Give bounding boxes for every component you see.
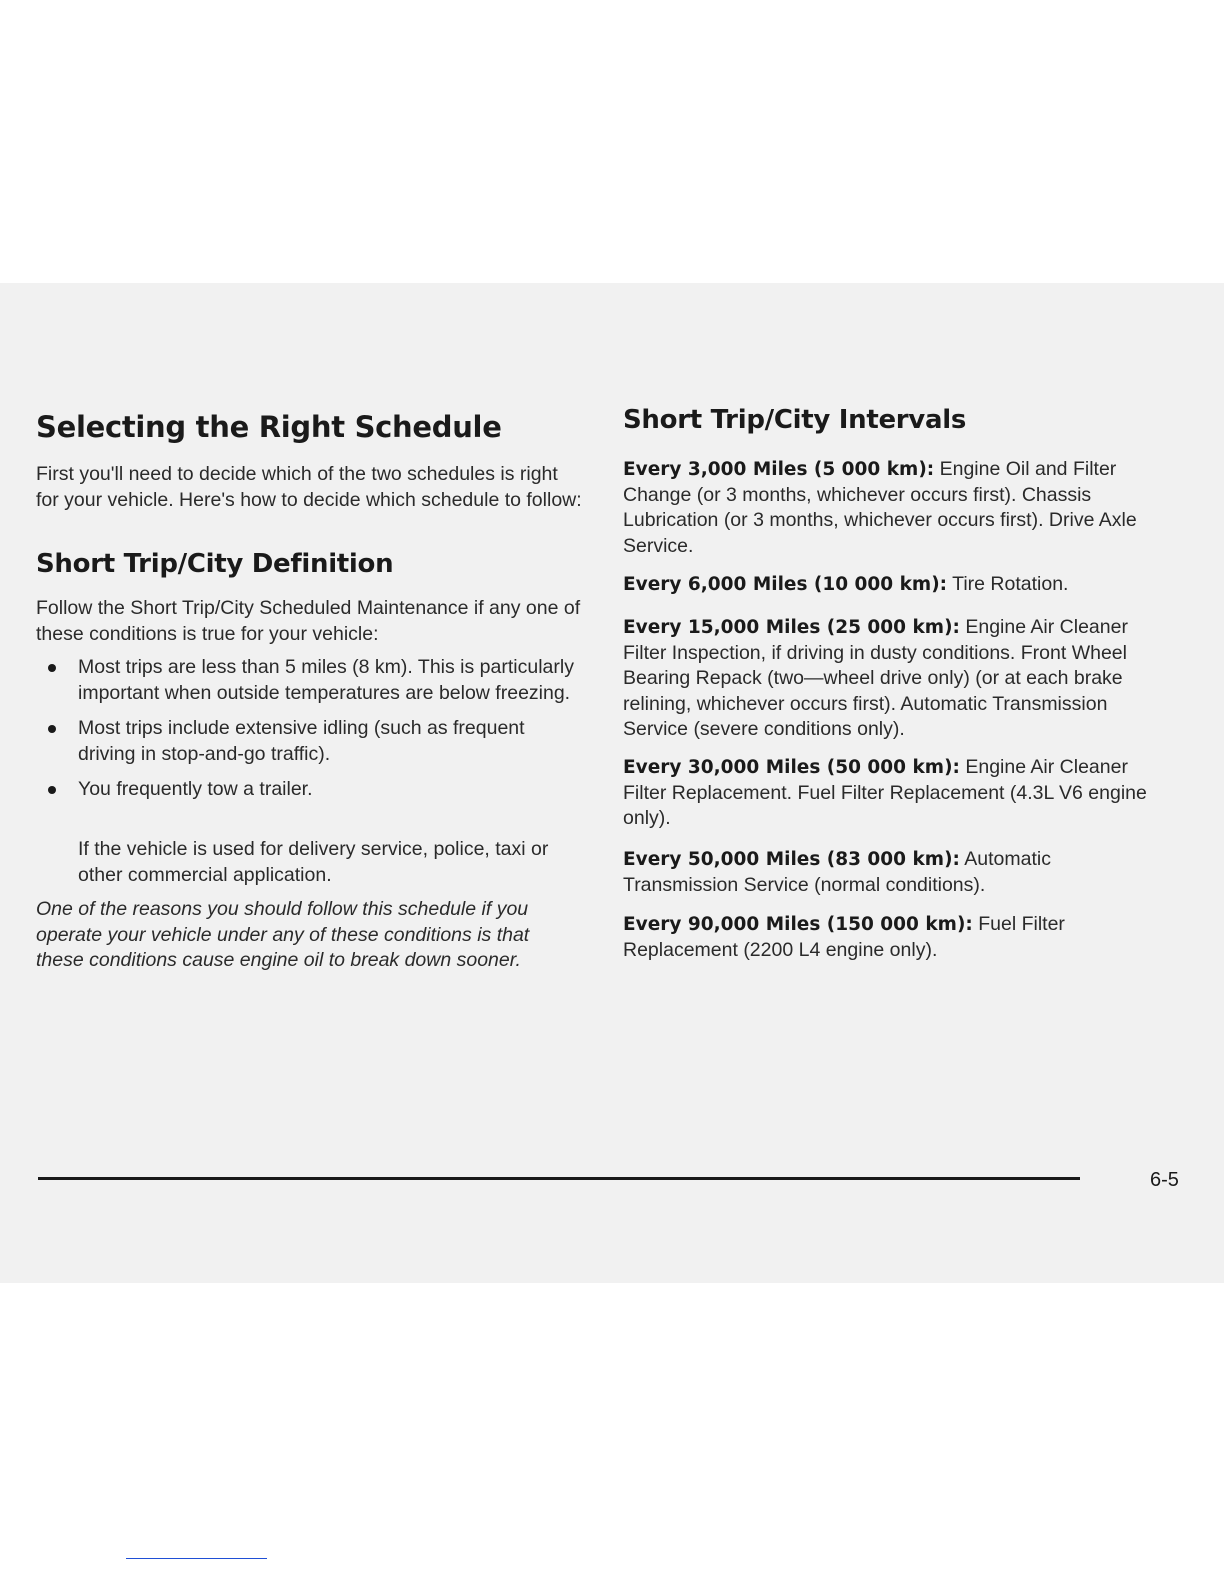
interval-text: Engine Oil and Filter Change (or 3 months, whichever occurs first). Chassis Lubrication (or 3 months, whichever occurs first). Drive Axle Service. (623, 458, 1137, 557)
page-number: 6-5 (1150, 1169, 1179, 1191)
interval-text: Engine Air Cleaner Filter Replacement. Fuel Filter Replacement (4.3L V6 engine only). (623, 756, 1147, 829)
conditions-list (36, 655, 586, 813)
bullet-icon (48, 725, 56, 733)
list-item (36, 655, 586, 706)
interval-entry (623, 572, 1163, 598)
list-item (36, 716, 586, 767)
interval-entry (623, 755, 1163, 832)
footer-rule (38, 1177, 1080, 1180)
interval-text: Fuel Filter Replacement (2200 L4 engine only). (623, 913, 1065, 961)
interval-label: Every 50,000 Miles (83 000 km): (623, 849, 960, 870)
interval-text: Automatic Transmission Service (normal conditions). (623, 848, 1051, 896)
manual-page (0, 283, 1224, 1283)
interval-entry (623, 847, 1163, 898)
interval-label: Every 15,000 Miles (25 000 km): (623, 617, 960, 638)
interval-entry (623, 615, 1163, 743)
definition-intro: Follow the Short Trip/City Scheduled Maintenance if any one of these conditions is true for your vehicle: (36, 597, 581, 645)
bullet-note: If the vehicle is used for delivery service, police, taxi or other commercial application. (78, 838, 549, 886)
interval-label: Every 90,000 Miles (150 000 km): (623, 914, 973, 935)
bullet-icon (48, 664, 56, 672)
interval-text: Tire Rotation. (952, 573, 1069, 595)
intervals-heading: Short Trip/City Intervals (623, 405, 966, 435)
definition-heading: Short Trip/City Definition (36, 549, 394, 579)
list-item (36, 777, 586, 803)
bullet-icon (48, 786, 56, 794)
interval-entry (623, 457, 1163, 559)
link-underline (126, 1558, 267, 1559)
interval-text: Engine Air Cleaner Filter Inspection, if driving in dusty conditions. Front Wheel Bearing Repack (two—wheel drive only) (or at each brake relining, whichever occurs first). Automatic Transmission Service (severe conditions only). (623, 616, 1128, 740)
interval-entry (623, 912, 1163, 963)
bullet-text: You frequently tow a trailer. (78, 778, 313, 800)
intro-paragraph: First you'll need to decide which of the two schedules is right for your vehicle. Here's how to decide which schedule to follow: (36, 463, 582, 511)
italic-note: One of the reasons you should follow this schedule if you operate your vehicle under any of these conditions is that these conditions cause engine oil to break down sooner. (36, 898, 530, 971)
interval-label: Every 3,000 Miles (5 000 km): (623, 459, 935, 480)
page-title: Selecting the Right Schedule (36, 410, 502, 444)
bullet-text: Most trips are less than 5 miles (8 km). This is particularly important when outside temperatures are below freezing. (78, 656, 574, 704)
bullet-text: Most trips include extensive idling (such as frequent driving in stop-and-go traffic). (78, 717, 525, 765)
interval-label: Every 6,000 Miles (10 000 km): (623, 574, 948, 595)
interval-label: Every 30,000 Miles (50 000 km): (623, 757, 960, 778)
